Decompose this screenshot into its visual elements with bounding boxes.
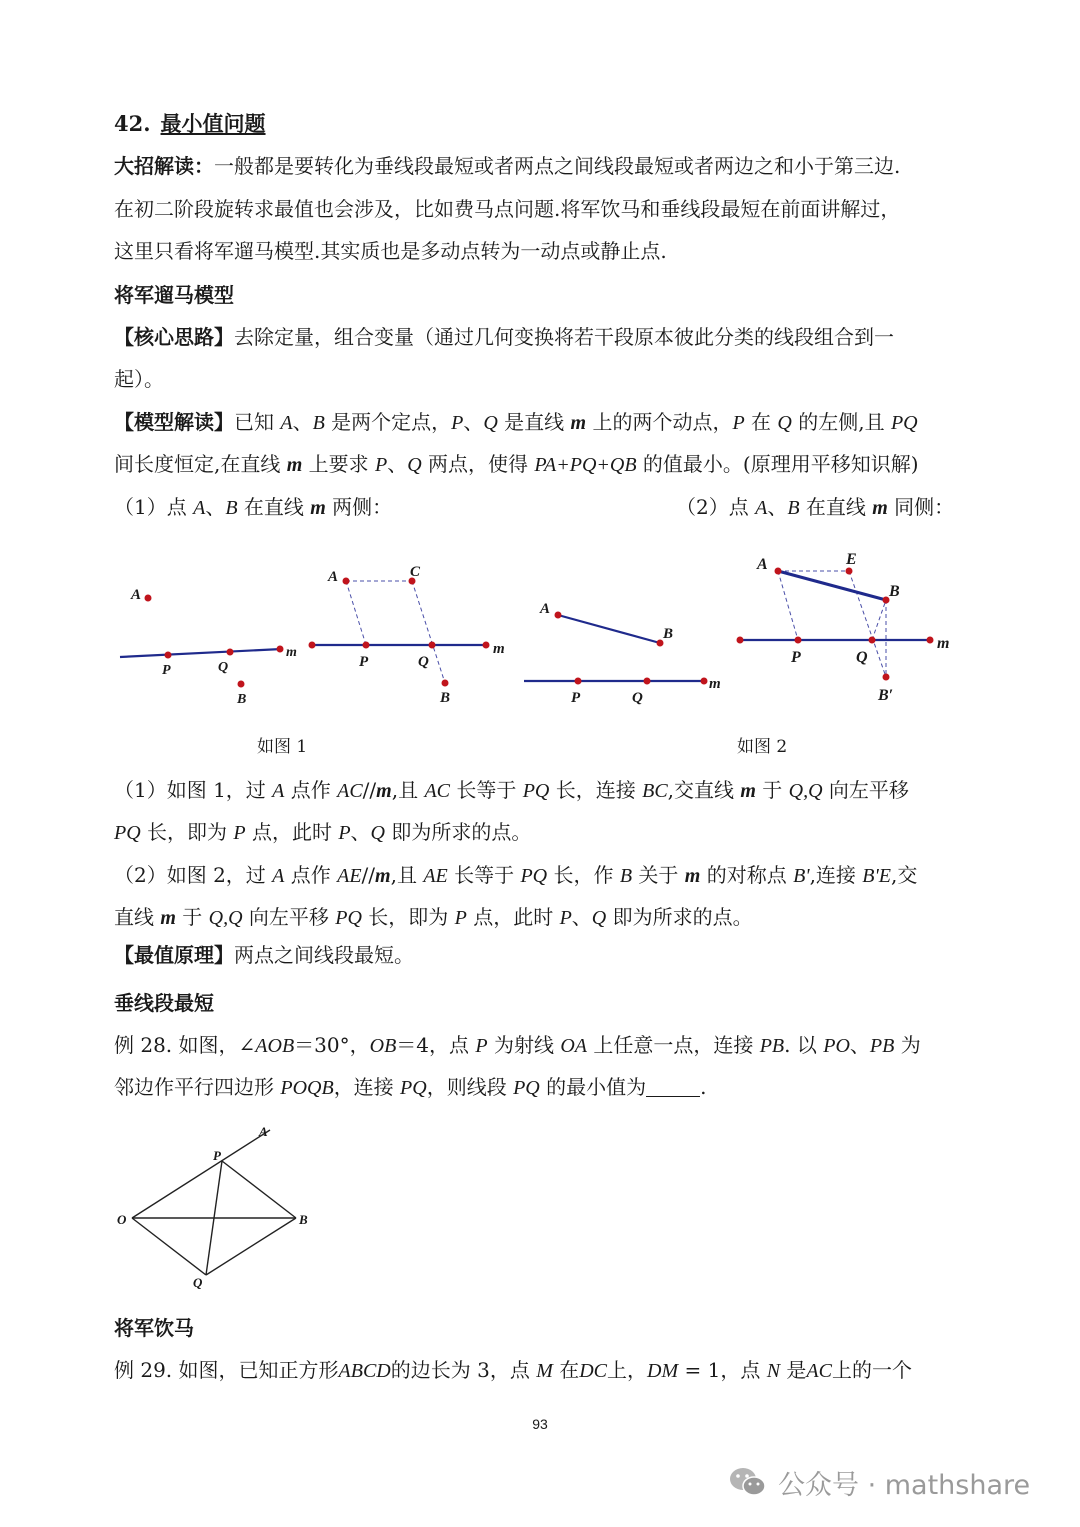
figure-1-caption: 如图 1 <box>257 737 308 757</box>
core-text-1: 去除定量，组合变量（通过几何变换将若干段原本彼此分类的线段组合到一 <box>234 325 894 349</box>
drink-heading: 将军饮马 <box>114 1316 194 1340</box>
label-o: O <box>117 1212 127 1227</box>
var: P <box>451 412 464 434</box>
var: PA+PQ+QB <box>534 454 637 476</box>
label-b-prime: B′ <box>878 687 894 704</box>
label-c: C <box>410 564 421 580</box>
var: Q <box>370 822 385 844</box>
intro-line-1 <box>114 152 900 180</box>
segment-pb <box>222 1161 296 1218</box>
point-a <box>145 595 152 602</box>
principle-line <box>114 941 414 969</box>
var: A <box>272 865 285 887</box>
var: Q <box>777 412 792 434</box>
t: = 1，点 <box>678 1358 767 1382</box>
t: 向左平移 <box>242 905 336 929</box>
var: P <box>338 822 351 844</box>
t: 于 <box>175 905 209 929</box>
var: AC <box>424 780 450 802</box>
var: P <box>559 907 572 929</box>
t: 长等于 <box>447 863 521 887</box>
intro-line-2: 在初二阶段旋转求最值也会涉及，比如费马点问题.将军饮马和垂线段最短在前面讲解过， <box>114 197 901 221</box>
t: 长，即为 <box>140 820 234 844</box>
label-b: B <box>237 692 247 707</box>
var: PB <box>869 1035 895 1057</box>
segment-oq <box>132 1218 206 1275</box>
point-a <box>343 578 350 585</box>
t: 在直线 <box>237 495 311 519</box>
t: 直线 <box>114 905 161 929</box>
var: B <box>787 497 800 519</box>
t: 、 <box>571 905 592 929</box>
figure-2-caption: 如图 2 <box>737 737 788 757</box>
var: B' <box>793 865 810 887</box>
t: 的最小值为 <box>539 1075 647 1099</box>
var: OA <box>560 1035 587 1057</box>
label-a: A <box>131 587 142 603</box>
t: 长，即为 <box>361 905 455 929</box>
var: Q,Q <box>788 780 823 802</box>
label-q: Q <box>632 690 643 706</box>
var: m <box>375 865 391 887</box>
label-q: Q <box>856 649 868 666</box>
t: ,连接 <box>809 863 863 887</box>
label-p: P <box>791 649 801 666</box>
t: 、 <box>350 820 371 844</box>
var: PQ <box>114 822 141 844</box>
var: PQ <box>520 865 548 887</box>
point-q <box>227 649 234 656</box>
line-m <box>120 649 282 657</box>
section-number: 42. <box>114 111 151 136</box>
solution-2-line-2 <box>114 903 753 932</box>
label-b: B <box>663 626 674 642</box>
var: Q <box>591 907 607 929</box>
label-e: E <box>846 551 857 568</box>
var: B <box>225 497 238 519</box>
example-28-figure <box>110 1120 330 1295</box>
label-b: B <box>889 583 900 600</box>
interp-line-2 <box>114 450 919 479</box>
label-q: Q <box>193 1275 203 1290</box>
t: 的对称点 <box>700 863 794 887</box>
t: ＝4，点 <box>396 1033 476 1057</box>
point-q <box>644 678 651 685</box>
var: PQ <box>400 1077 427 1099</box>
var: A <box>272 780 285 802</box>
label-p: P <box>571 690 581 706</box>
segment-ap <box>346 581 366 645</box>
var: Q,Q <box>208 907 243 929</box>
point-p <box>795 637 802 644</box>
var: AC <box>337 780 363 802</box>
t: // <box>361 863 376 887</box>
watermark <box>728 1462 1030 1502</box>
figure-2b <box>737 551 950 704</box>
var: DM <box>647 1360 679 1382</box>
label-a: A <box>328 569 339 585</box>
var: DC <box>579 1360 608 1382</box>
var: Q <box>483 412 498 434</box>
t: ＝30°， <box>294 1033 370 1057</box>
example-29-line-1 <box>114 1356 912 1385</box>
wechat-icon <box>728 1465 768 1499</box>
point-e <box>846 568 853 575</box>
t: 、 <box>849 1033 870 1057</box>
principle-label: 【最值原理】 <box>114 943 234 967</box>
label-p: P <box>359 654 369 670</box>
var: PO <box>823 1035 850 1057</box>
point-q <box>869 637 876 644</box>
intro-label: 大招解读： <box>114 154 214 178</box>
var: m <box>570 412 587 434</box>
t: （1）如图 1，过 <box>114 778 273 802</box>
t: 、 <box>463 410 484 434</box>
point-m-end <box>927 637 934 644</box>
point-b-prime <box>883 674 890 681</box>
t: （1）点 <box>114 495 194 519</box>
var: P <box>233 822 246 844</box>
point-p <box>575 678 582 685</box>
t: 、 <box>292 410 313 434</box>
t: 在 <box>552 1358 580 1382</box>
segment-qb <box>206 1218 296 1275</box>
core-line-2: 起）。 <box>114 367 164 391</box>
t: ,交直线 <box>667 778 741 802</box>
t: 上的两个动点， <box>586 410 733 434</box>
section-title <box>114 110 266 138</box>
var: AC <box>806 1360 832 1382</box>
t: ,且 <box>390 863 424 887</box>
point-b <box>238 681 245 688</box>
perp-heading: 垂线段最短 <box>114 991 214 1015</box>
solution-1-line-1 <box>114 776 909 805</box>
var: m <box>160 907 176 929</box>
var: m <box>286 454 303 476</box>
t: 已知 <box>234 410 281 434</box>
t: 、 <box>205 495 226 519</box>
t: 即为所求的点。 <box>606 905 753 929</box>
var: POQB <box>280 1077 334 1099</box>
point-m-end <box>701 678 708 685</box>
t: 是直线 <box>497 410 571 434</box>
var: m <box>684 865 701 887</box>
label-a: A <box>757 556 768 573</box>
var: AE <box>337 865 362 887</box>
point-q <box>429 642 436 649</box>
segment-ab <box>558 615 660 643</box>
point-m-end <box>483 642 490 649</box>
t: （2）如图 2，过 <box>114 863 273 887</box>
solution-2-line-1 <box>114 861 917 890</box>
t: 的左侧,且 <box>791 410 891 434</box>
point-m-start <box>309 642 316 649</box>
figure-1a <box>120 587 297 707</box>
t: 向左平移 <box>822 778 909 802</box>
t: 上的一个 <box>831 1358 912 1382</box>
var: M <box>536 1360 553 1382</box>
solution-1-line-2 <box>114 818 531 847</box>
t: 点，此时 <box>466 905 560 929</box>
point-m-start <box>737 637 744 644</box>
intro-line-3: 这里只看将军遛马模型.其实质也是多动点转为一动点或静止点. <box>114 239 667 263</box>
var: OB <box>369 1035 397 1057</box>
label-m: m <box>937 635 950 652</box>
var: A <box>755 497 768 519</box>
t: 为射线 <box>487 1033 561 1057</box>
model-figures <box>0 540 1080 720</box>
core-label: 【核心思路】 <box>114 325 234 349</box>
var: BC <box>642 780 668 802</box>
figure-2a <box>524 601 721 706</box>
var: B'E <box>862 865 892 887</box>
answer-blank <box>646 1076 700 1097</box>
t: ，连接 <box>333 1075 401 1099</box>
t: 长，作 <box>547 863 620 887</box>
t: 在 <box>744 410 778 434</box>
t: 在直线 <box>799 495 873 519</box>
t: 的边长为 3，点 <box>390 1358 537 1382</box>
t: 邻边作平行四边形 <box>114 1075 281 1099</box>
var: Q <box>407 454 422 476</box>
var: B <box>312 412 325 434</box>
var: P <box>375 454 388 476</box>
label-p: P <box>213 1148 221 1163</box>
label-m: m <box>286 645 297 660</box>
var: P <box>732 412 745 434</box>
label-q: Q <box>218 660 229 675</box>
label-a: A <box>259 1124 268 1139</box>
figure-labels <box>117 1124 308 1290</box>
label-q: Q <box>418 654 429 670</box>
segment-ap <box>778 571 798 640</box>
point-p <box>165 652 172 659</box>
label-p: P <box>162 663 171 678</box>
var: PB <box>759 1035 785 1057</box>
t: 是两个定点， <box>324 410 452 434</box>
label-b: B <box>299 1212 308 1227</box>
t: 即为所求的点。 <box>385 820 532 844</box>
var: P <box>454 907 467 929</box>
t: 长等于 <box>450 778 523 802</box>
label-b: B <box>440 690 451 706</box>
t: 同侧： <box>887 495 955 519</box>
example-28-line-1 <box>114 1031 921 1060</box>
var: AE <box>423 865 448 887</box>
var: m <box>872 497 888 519</box>
var: P <box>475 1035 488 1057</box>
var: AOB <box>255 1035 295 1057</box>
t: ，则线段 <box>426 1075 514 1099</box>
figure-1b <box>309 564 505 706</box>
t: 间长度恒定,在直线 <box>114 452 287 476</box>
t: 是 <box>780 1358 807 1382</box>
var: PQ <box>522 780 550 802</box>
var: m <box>740 780 756 802</box>
var: m <box>376 780 392 802</box>
t: ,交 <box>891 863 918 887</box>
intro-text-1: 一般都是要转化为垂线段最短或者两点之间线段最短或者两边之和小于第三边. <box>214 154 901 178</box>
t: 、 <box>387 452 408 476</box>
var: A <box>280 412 293 434</box>
t: 点作 <box>284 778 338 802</box>
segment-qb <box>872 600 886 640</box>
ray-oa <box>132 1130 270 1218</box>
var: PQ <box>335 907 362 929</box>
example-28-line-2 <box>114 1073 706 1102</box>
segment-ab <box>778 571 886 600</box>
section-title-text: 最小值问题 <box>160 111 266 136</box>
label-a: A <box>540 601 551 617</box>
t: （2）点 <box>676 495 756 519</box>
t: 于 <box>755 778 789 802</box>
interp-label: 【模型解读】 <box>114 410 234 434</box>
var: N <box>766 1360 781 1382</box>
t: 上， <box>607 1358 648 1382</box>
point-b <box>442 680 449 687</box>
point-m-end <box>277 646 284 653</box>
model-heading: 将军遛马模型 <box>114 283 234 307</box>
t: 长，连接 <box>549 778 643 802</box>
t: 上任意一点，连接 <box>587 1033 760 1057</box>
interp-line-1 <box>114 408 918 437</box>
page-number: 93 <box>532 1416 548 1432</box>
t: 例 28. 如图，∠ <box>114 1033 256 1057</box>
var: A <box>193 497 206 519</box>
var: PQ <box>890 412 918 434</box>
t: 、 <box>767 495 788 519</box>
t: 点作 <box>284 863 338 887</box>
label-m: m <box>709 676 721 692</box>
t: . <box>700 1075 707 1099</box>
core-line-1 <box>114 323 894 351</box>
var: ABCD <box>338 1360 391 1382</box>
t: . 以 <box>784 1033 824 1057</box>
case-2-label <box>676 493 954 522</box>
watermark-text: 公众号 · mathshare <box>778 1469 1031 1501</box>
t: 为 <box>894 1033 921 1057</box>
case-1-label <box>114 493 392 522</box>
t: 两侧： <box>325 495 393 519</box>
point-a <box>775 568 782 575</box>
label-m: m <box>493 641 505 657</box>
t: ,且 <box>391 778 425 802</box>
point-p <box>363 642 370 649</box>
principle-text: 两点之间线段最短。 <box>234 943 414 967</box>
var: m <box>310 497 326 519</box>
t: 上要求 <box>302 452 375 476</box>
t: 的值最小。(原理用平移知识解) <box>636 452 919 476</box>
var: PQ <box>513 1077 540 1099</box>
point-a <box>555 612 562 619</box>
t: 例 29. 如图，已知正方形 <box>114 1358 339 1382</box>
t: 两点，使得 <box>421 452 535 476</box>
t: // <box>362 778 377 802</box>
t: 点，此时 <box>245 820 339 844</box>
var: B <box>619 865 633 887</box>
t: 关于 <box>632 863 685 887</box>
